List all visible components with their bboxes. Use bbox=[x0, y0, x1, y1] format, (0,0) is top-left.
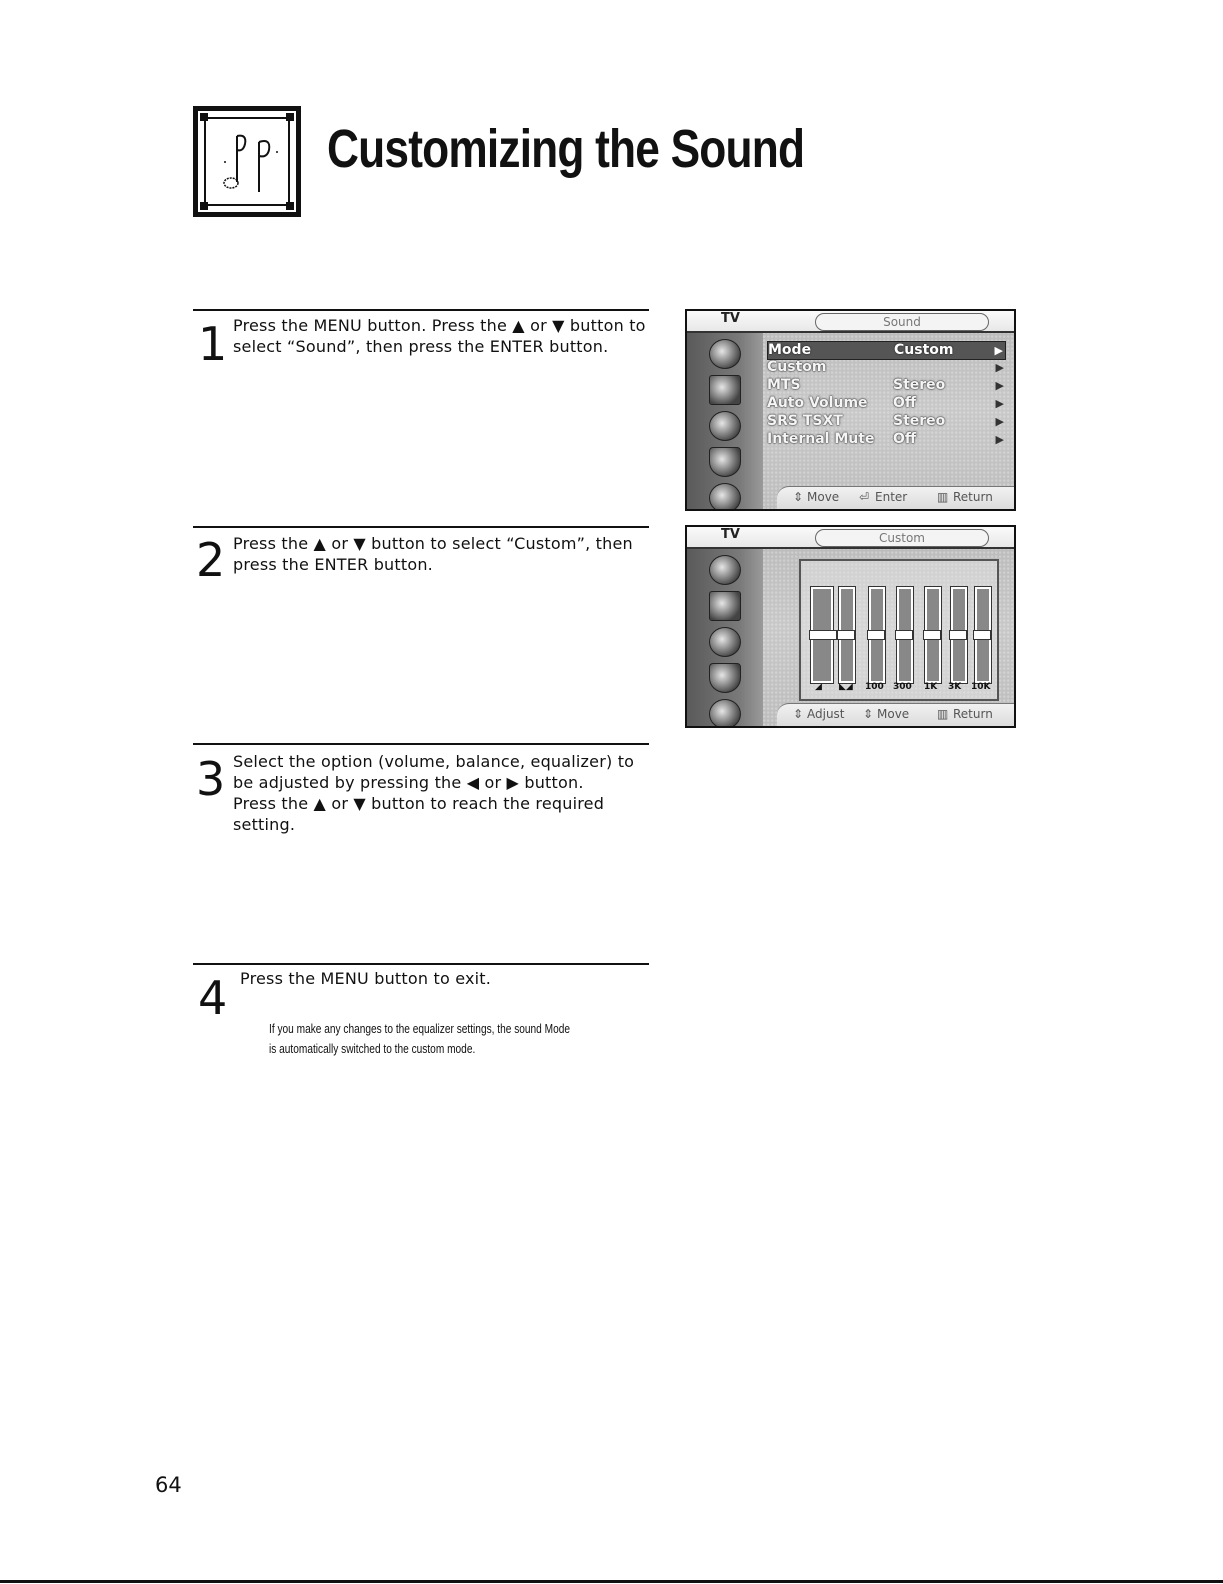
slider-handle[interactable] bbox=[923, 630, 941, 640]
eq-label: 300 bbox=[893, 682, 912, 692]
step-line: Press the MENU button. Press the ▲ or ▼ button to bbox=[233, 316, 646, 335]
step-line: setting. bbox=[233, 815, 296, 834]
step-number: 4 bbox=[198, 971, 228, 1025]
step-line: Select the option (volume, balance, equalizer) to bbox=[233, 752, 635, 771]
setup-icon bbox=[709, 447, 741, 477]
menu-item-label: Custom bbox=[767, 359, 827, 375]
tv-sidebar bbox=[687, 549, 763, 726]
eq-label: 3K bbox=[948, 682, 962, 692]
music-note-icon bbox=[207, 122, 287, 202]
sound-icon bbox=[709, 591, 741, 621]
step-divider bbox=[193, 309, 649, 311]
menu-item-label: MTS bbox=[767, 377, 801, 393]
step-divider bbox=[193, 963, 649, 965]
page-bottom-rule bbox=[0, 1580, 1223, 1583]
help-return: Return bbox=[953, 490, 993, 504]
step-number: 3 bbox=[196, 752, 226, 806]
eq-slider-1k[interactable] bbox=[925, 587, 941, 683]
step-4-text bbox=[240, 968, 491, 989]
menu-item-value: Stereo bbox=[893, 377, 946, 393]
updown-icon: ⇕ bbox=[863, 707, 874, 721]
channel-icon bbox=[709, 411, 741, 441]
input-icon bbox=[709, 699, 741, 728]
note-line: is automatically switched to the custom mode. bbox=[269, 1041, 476, 1056]
tv-sidebar bbox=[687, 333, 763, 509]
menu-item-custom[interactable] bbox=[767, 359, 1006, 376]
step-number: 1 bbox=[198, 317, 228, 371]
tv-screen-sound-menu bbox=[685, 309, 1016, 511]
sound-icon bbox=[709, 375, 741, 405]
step-line: be adjusted by pressing the ◀ or ▶ button. bbox=[233, 773, 584, 792]
eq-slider-100[interactable] bbox=[869, 587, 885, 683]
step-line: press the ENTER button. bbox=[233, 555, 433, 574]
step-2-text bbox=[233, 533, 633, 575]
input-icon bbox=[709, 483, 741, 511]
help-adjust: Adjust bbox=[807, 707, 845, 721]
channel-icon bbox=[709, 627, 741, 657]
menu-item-label: Auto Volume bbox=[767, 395, 868, 411]
step-1-text bbox=[233, 315, 646, 357]
picture-icon bbox=[709, 339, 741, 369]
page-number: 64 bbox=[155, 1473, 182, 1497]
slider-handle[interactable] bbox=[837, 630, 855, 640]
menu-item-value: Custom bbox=[894, 342, 954, 358]
tv-menu-tab: Sound bbox=[815, 313, 989, 331]
tv-help-bar bbox=[777, 703, 1014, 726]
leftright-icon: ⇕ bbox=[793, 707, 804, 721]
eq-label: 1K bbox=[924, 682, 938, 692]
step-divider bbox=[193, 526, 649, 528]
tv-topbar bbox=[687, 311, 1014, 333]
step-line: Press the ▲ or ▼ button to select “Custom”, then bbox=[233, 534, 633, 553]
menu-item-srs-tsxt[interactable] bbox=[767, 413, 1006, 430]
note-line: If you make any changes to the equalizer settings, the sound Mode bbox=[269, 1021, 571, 1036]
menu-item-auto-volume[interactable] bbox=[767, 395, 1006, 412]
step-3-text bbox=[233, 751, 634, 835]
step-line: Press the ▲ or ▼ button to reach the required bbox=[233, 794, 605, 813]
menu-icon: ▥ bbox=[937, 707, 949, 721]
chevron-right-icon: ▶ bbox=[995, 397, 1004, 410]
tv-source-label: TV bbox=[721, 527, 740, 542]
slider-handle[interactable] bbox=[867, 630, 885, 640]
menu-item-value: Off bbox=[893, 395, 917, 411]
title-icon-frame bbox=[193, 106, 301, 217]
step-line: Press the MENU button to exit. bbox=[240, 969, 492, 988]
tv-help-bar bbox=[777, 486, 1014, 509]
help-move: Move bbox=[807, 490, 840, 504]
setup-icon bbox=[709, 663, 741, 693]
menu-item-mode[interactable] bbox=[767, 341, 1006, 360]
balance-icon: ◣◢ bbox=[839, 682, 853, 692]
menu-item-value: Stereo bbox=[893, 413, 946, 429]
menu-icon: ▥ bbox=[937, 490, 949, 504]
eq-label: 10K bbox=[971, 682, 991, 692]
chevron-right-icon: ▶ bbox=[995, 415, 1004, 428]
tv-topbar bbox=[687, 527, 1014, 549]
menu-item-label: SRS TSXT bbox=[767, 413, 843, 429]
volume-icon: ◢ bbox=[815, 682, 822, 692]
eq-slider-300[interactable] bbox=[897, 587, 913, 683]
help-move: Move bbox=[877, 707, 910, 721]
tv-menu-tab: Custom bbox=[815, 529, 989, 547]
step-line: select “Sound”, then press the ENTER button. bbox=[233, 337, 609, 356]
tv-screen-custom-eq bbox=[685, 525, 1016, 728]
step-number: 2 bbox=[196, 533, 226, 587]
slider-handle[interactable] bbox=[973, 630, 991, 640]
chevron-right-icon: ▶ bbox=[994, 344, 1003, 357]
chevron-right-icon: ▶ bbox=[995, 379, 1004, 392]
eq-label: 100 bbox=[865, 682, 884, 692]
slider-handle[interactable] bbox=[809, 630, 837, 640]
menu-item-internal-mute[interactable] bbox=[767, 431, 1006, 448]
menu-item-value: Off bbox=[893, 431, 917, 447]
eq-slider-10k[interactable] bbox=[975, 587, 991, 683]
step-divider bbox=[193, 743, 649, 745]
menu-item-mts[interactable] bbox=[767, 377, 1006, 394]
slider-handle[interactable] bbox=[949, 630, 967, 640]
menu-item-label: Internal Mute bbox=[767, 431, 875, 447]
eq-slider-balance[interactable] bbox=[839, 587, 855, 683]
help-return: Return bbox=[953, 707, 993, 721]
updown-icon: ⇕ bbox=[793, 490, 804, 504]
picture-icon bbox=[709, 555, 741, 585]
chevron-right-icon: ▶ bbox=[995, 361, 1004, 374]
help-enter: Enter bbox=[875, 490, 908, 504]
step-4-note bbox=[269, 1019, 570, 1059]
enter-icon: ⏎ bbox=[859, 490, 870, 504]
menu-item-label: Mode bbox=[768, 342, 812, 358]
chevron-right-icon: ▶ bbox=[995, 433, 1004, 446]
slider-handle[interactable] bbox=[895, 630, 913, 640]
eq-slider-3k[interactable] bbox=[951, 587, 967, 683]
eq-slider-volume[interactable] bbox=[811, 587, 833, 683]
tv-source-label: TV bbox=[721, 311, 740, 326]
equalizer-panel bbox=[799, 559, 999, 701]
page-title: Customizing the Sound bbox=[327, 119, 805, 179]
